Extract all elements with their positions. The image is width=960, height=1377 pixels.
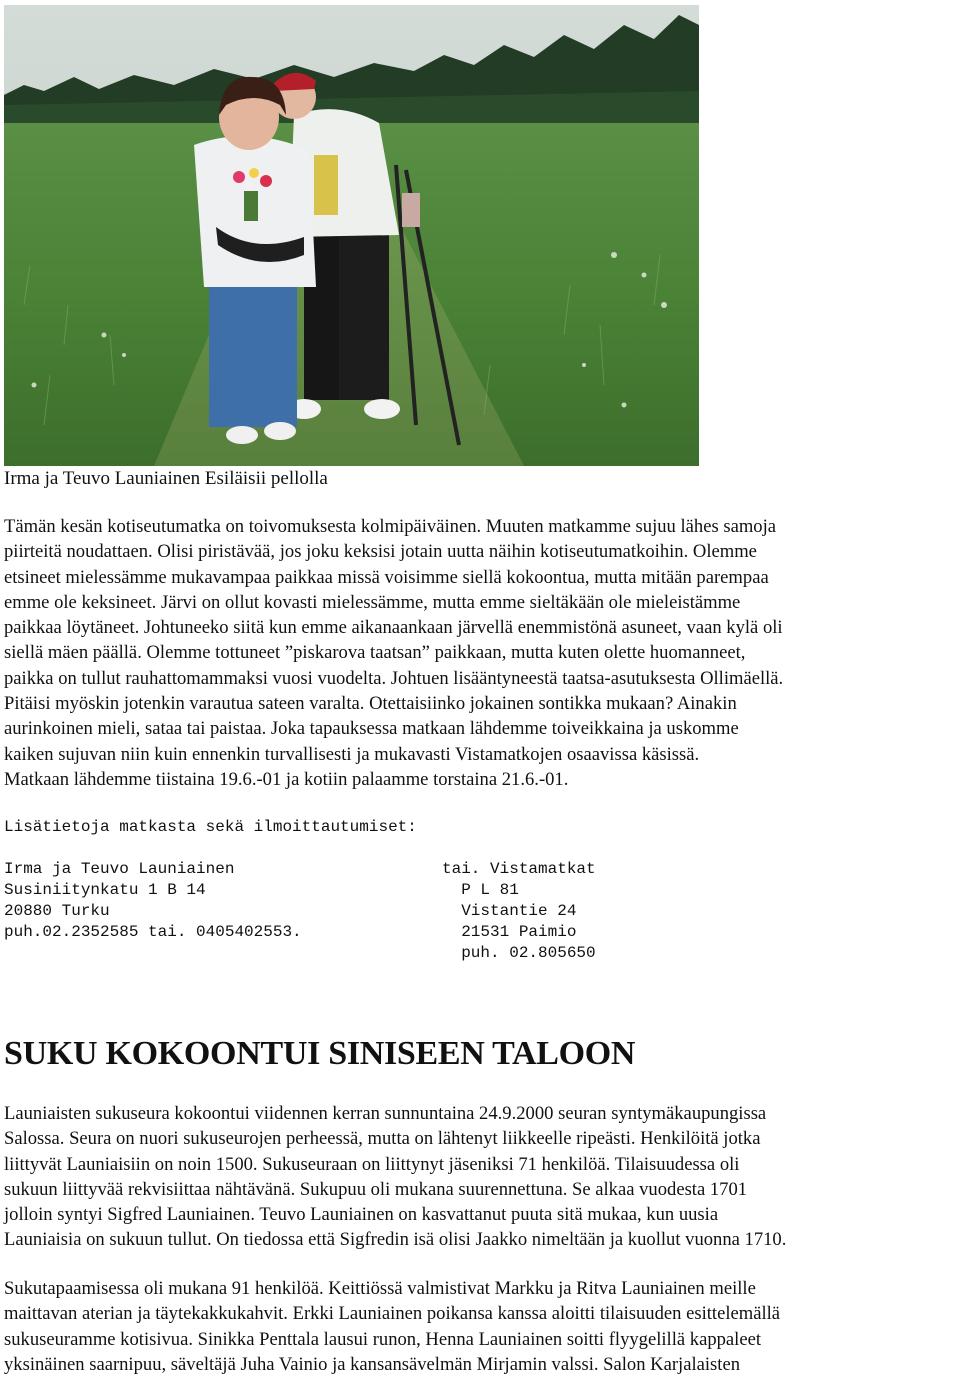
agency-name: tai. Vistamatkat (442, 860, 596, 878)
contact-street: Susiniitynkatu 1 B 14 (4, 881, 206, 899)
contact-name: Irma ja Teuvo Launiainen (4, 860, 235, 878)
text-line: yksinäinen saarnipuu, säveltäjä Juha Vainio ja kansansävelmän Mirjamin valssi. Salon Karjalaisten (4, 1353, 740, 1375)
text-line: aurinkoinen mieli, sataa tai paistaa. Joka tapauksessa matkaan lähdemme toiveikkaina ja uskomme (4, 718, 739, 740)
text-line: Launiaisten sukuseura kokoontui viidennen kerran sunnuntaina 24.9.2000 seuran syntymäkaupungissa (4, 1103, 767, 1124)
photo-couple-in-meadow-icon (4, 5, 699, 466)
text-line: kaiken sujuvan niin kuin ennenkin turvallisesti ja mukavasti Vistamatkojen osaavissa käsissä. (4, 743, 700, 765)
text-line: liittyvät Launiaisiin on noin 1500. Sukuseuraan on liittynyt jäseniksi 71 henkilöä. Tilaisuudessa oli (4, 1153, 740, 1175)
agency-city: 21531 Paimio (442, 923, 577, 941)
text-line: sukuun liittyvää rekvisiittaa nähtävänä. Sukupuu oli mukana suurennettuna. Se alkaa vuodesta 1701 (4, 1178, 748, 1200)
couple-photo (4, 5, 699, 466)
text-line: sukuseuramme kotisivua. Sinikka Penttala lausui runon, Henna Launiainen soitti flyygelillä kappaleet (4, 1328, 762, 1350)
contact-city: 20880 Turku (4, 902, 110, 920)
text-line: jolloin syntyi Sigfred Launiainen. Teuvo Launiainen on kasvattanut puuta sitä mukaa, kun uusia (4, 1204, 719, 1226)
agency-pobox: P L 81 (442, 881, 519, 899)
text-line: Tämän kesän kotiseutumatka on toivomuksesta kolmipäiväinen. Muuten matkamme sujuu lähes samoja (4, 516, 776, 537)
photo-caption: Irma ja Teuvo Launiainen Esiläisii pellolla (4, 468, 328, 489)
text-line: Pitäisi myöskin jotenkin varautua sateen varalta. Otettaisiinko jokainen sontikka mukaan? Ainakin (4, 693, 737, 715)
section-title: SUKU KOKOONTUI SINISEEN TALOON (4, 1035, 636, 1072)
text-line: Salossa. Seura on nuori sukuseurojen perheessä, mutta on lähtenyt liikkeelle ripeästi. Henkilöitä jotka (4, 1128, 761, 1150)
agency-phone: puh. 02.805650 (442, 944, 596, 962)
text-line: Sukutapaamisessa oli mukana 91 henkilöä. Keittiössä valmistivat Markku ja Ritva Launiainen meille (4, 1278, 756, 1299)
text-line: Launiaisia on sukuun tullut. On tiedossa että Sigfredin isä olisi Jaakko nimeltään ja kuollut vuonna 1710. (4, 1229, 787, 1251)
text-line: emme ole keksineet. Järvi on ollut kovasti mielessämme, mutta emme sieltäkään ole mieleistämme (4, 591, 741, 613)
intro-paragraph (4, 514, 956, 792)
agency-street: Vistantie 24 (442, 902, 577, 920)
contact-heading: Lisätietoja matkasta sekä ilmoittautumiset: (4, 818, 417, 836)
section-paragraph-2 (4, 1276, 956, 1377)
text-line: paikka on tullut rauhattomammaksi vuosi vuodelta. Johtuen lisääntyneestä taatsa-asutuksesta Ollimäellä. (4, 667, 784, 689)
contact-phone: puh.02.2352585 tai. 0405402553. (4, 923, 302, 941)
text-line: maittavan aterian ja täytekakkukahvit. Erkki Launiainen poikansa kanssa aloitti tilaisuuden esittelemällä (4, 1303, 781, 1325)
text-line: Matkaan lähdemme tiistaina 19.6.-01 ja kotiin palaamme torstaina 21.6.-01. (4, 768, 569, 790)
text-line: paikkaa löytäneet. Johtuneeko siitä kun emme aikanaankaan järvellä enemmistönä asuneet, vaan kylä oli (4, 617, 783, 639)
text-line: etsineet mielessämme mukavampaa paikkaa missä voisimme siellä kokoontua, mutta mitään parempaa (4, 566, 769, 588)
section-paragraph-1 (4, 1101, 956, 1253)
text-line: piirteitä noudattaen. Olisi piristävää, jos joku keksisi jotain uutta näihin kotiseutumatkoihin. Olemme (4, 541, 757, 563)
text-line: siellä mäen päällä. Olemme tottuneet ”piskarova taatsan” paikkaan, mutta kuten olette huomanneet, (4, 642, 746, 664)
